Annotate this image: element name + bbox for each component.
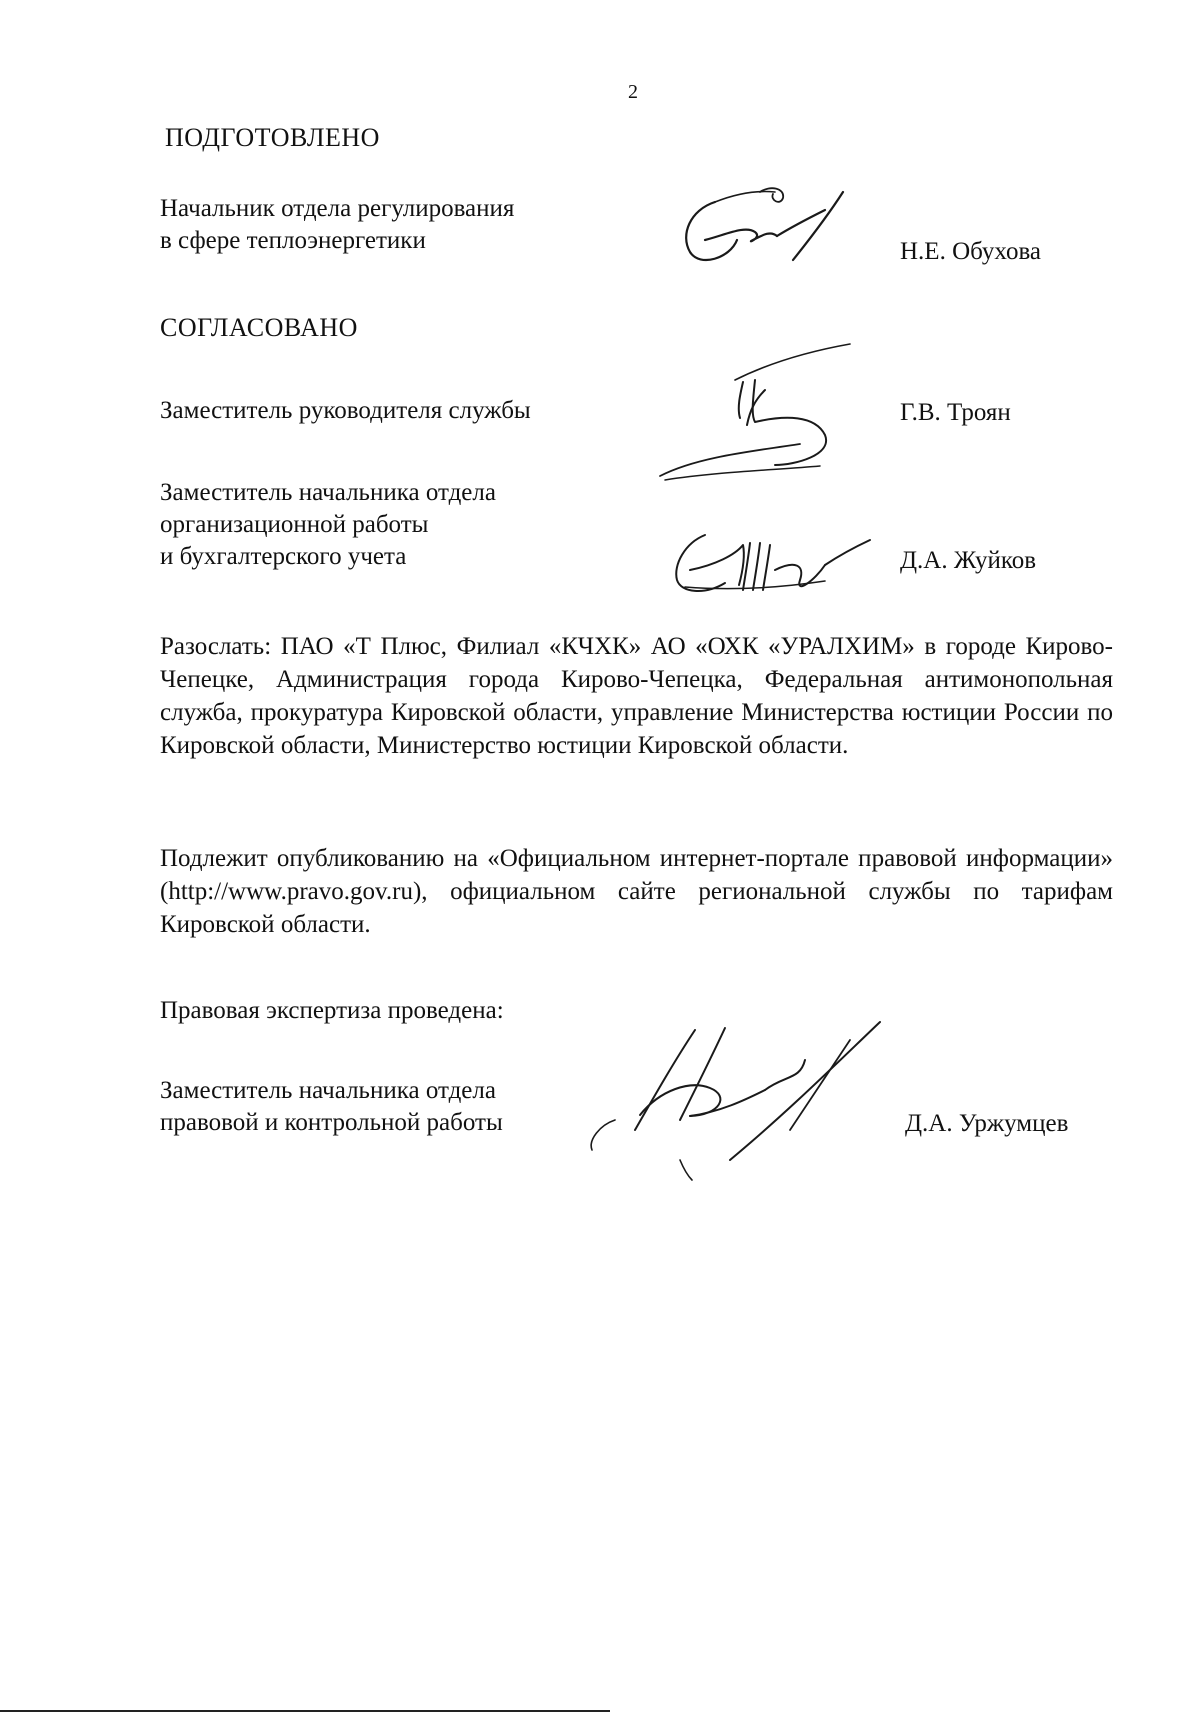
prepared-position (160, 193, 514, 257)
agreed-signer-2-name: Д.А. Жуйков (900, 547, 1037, 574)
position-line: Заместитель начальника отдела (160, 1077, 496, 1104)
publication-paragraph: Подлежит опубликованию на «Официальном интернет-портале правовой информации» (http://www.pravo.gov.ru), официальном сайте региональной службы по тарифам Кировской области. (160, 845, 1113, 938)
position-line: организационной работы (160, 511, 429, 538)
position-line: Заместитель руководителя службы (160, 397, 531, 424)
agreed-signer-1-position (160, 395, 531, 427)
page-number: 2 (628, 81, 638, 103)
legal-review-heading: Правовая экспертиза проведена: (160, 997, 504, 1024)
legal-review-position (160, 1075, 503, 1139)
agreed-signer-2-position (160, 477, 496, 573)
prepared-signer-name: Н.Е. Обухова (900, 238, 1042, 265)
agreed-signer-1-name: Г.В. Троян (900, 399, 1011, 426)
position-line: и бухгалтерского учета (160, 543, 407, 570)
signature-obukhova (675, 180, 875, 290)
position-line: в сфере теплоэнергетики (160, 227, 426, 254)
bottom-divider (0, 1710, 610, 1712)
signature-urzhumtsev (580, 1020, 900, 1180)
position-line: Заместитель начальника отдела (160, 479, 496, 506)
agreed-heading: СОГЛАСОВАНО (160, 313, 358, 342)
signature-zhuykov (665, 525, 875, 605)
position-line: Начальник отдела регулирования (160, 195, 515, 222)
prepared-heading: ПОДГОТОВЛЕНО (165, 123, 380, 152)
distribution-paragraph: Разослать: ПАО «Т Плюс, Филиал «КЧХК» АО «ОХК «УРАЛХИМ» в городе Кирово-Чепецке, Администрация города Кирово-Чепецка, Федеральная антимонопольная служба, прокуратура Кировской области, управление Министерства юстиции России по Кировской области, Министерство юстиции Кировской области. (160, 633, 1113, 759)
legal-review-signer-name: Д.А. Уржумцев (905, 1110, 1069, 1137)
position-line: правовой и контрольной работы (160, 1109, 503, 1136)
signature-troyan (655, 340, 875, 490)
